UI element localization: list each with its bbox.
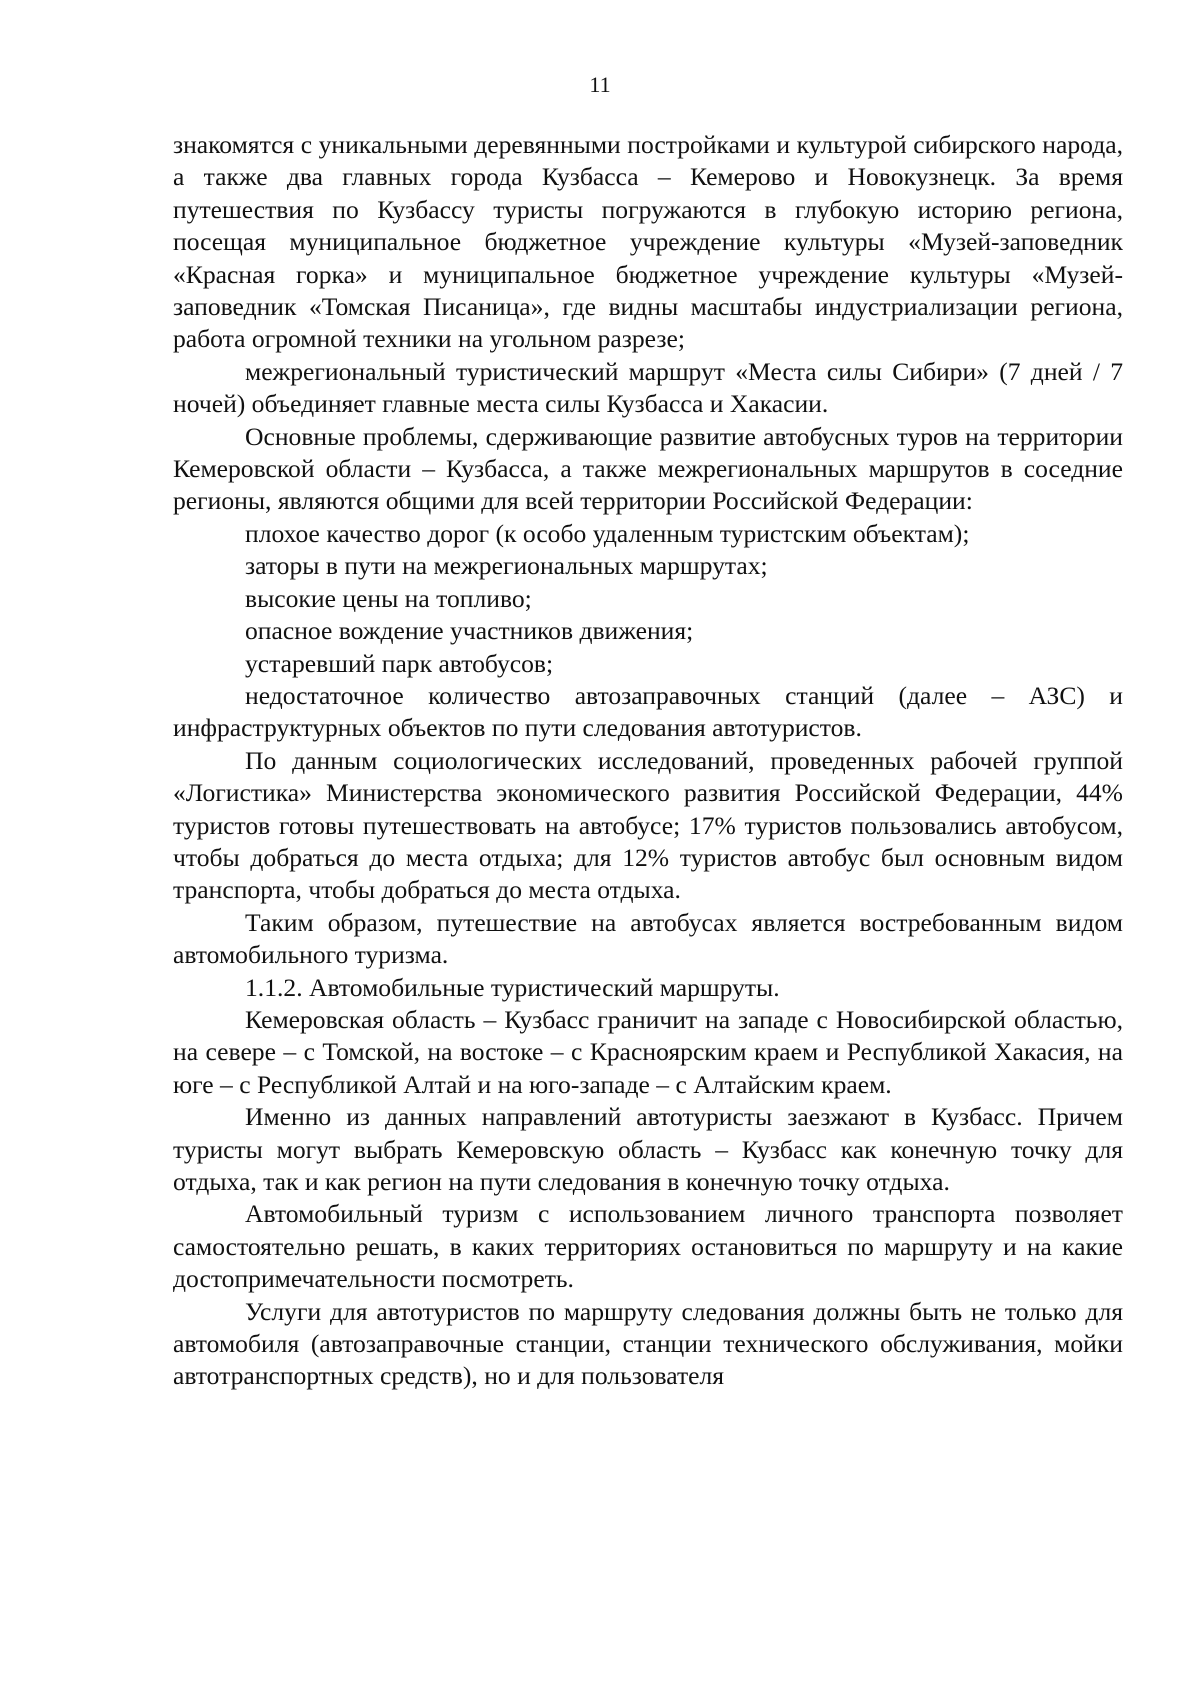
paragraph: По данным социологических исследований, проведенных рабочей группой «Логистика» Министерства экономического развития Российской Федерации, 44% туристов готовы путешествовать на автобусе; 17% туристов пользовались автобусом, чтобы добраться до места отдыха; для 12% туристов автобус был основным видом транспорта, чтобы добраться до места отдыха. bbox=[173, 745, 1123, 905]
page-number: 11 bbox=[589, 72, 611, 97]
list-item: плохое качество дорог (к особо удаленным туристским объектам); bbox=[245, 518, 970, 548]
list-item: устаревший парк автобусов; bbox=[245, 648, 554, 678]
document-body bbox=[173, 129, 1123, 1393]
paragraph: Услуги для автотуристов по маршруту следования должны быть не только для автомобиля (автозаправочные станции, станции технического обслуживания, мойки автотранспортных средств), но и для пользователя bbox=[173, 1296, 1123, 1391]
section-heading: 1.1.2. Автомобильные туристический маршруты. bbox=[245, 972, 780, 1002]
paragraph: Автомобильный туризм с использованием личного транспорта позволяет самостоятельно решать, в каких территориях остановиться по маршруту и на какие достопримечательности посмотреть. bbox=[173, 1199, 1123, 1294]
paragraph: межрегиональный туристический маршрут «Места силы Сибири» (7 дней / 7 ночей) объединяет главные места силы Кузбасса и Хакасии. bbox=[173, 356, 1123, 419]
list-item: недостаточное количество автозаправочных станций (далее – АЗС) и инфраструктурных объектов по пути следования автотуристов. bbox=[173, 680, 1123, 743]
paragraph: Основные проблемы, сдерживающие развитие автобусных туров на территории Кемеровской области – Кузбасса, а также межрегиональных маршрутов в соседние регионы, являются общими для всей территории Российской Федерации: bbox=[173, 421, 1123, 516]
list-item: опасное вождение участников движения; bbox=[245, 616, 694, 646]
paragraph: знакомятся с уникальными деревянными постройками и культурой сибирского народа, а также два главных города Кузбасса – Кемерово и Новокузнецк. За время путешествия по Кузбассу туристы погружаются в глубокую историю региона, посещая муниципальное бюджетное учреждение культуры «Музей-заповедник «Красная горка» и муниципальное бюджетное учреждение культуры «Музей-заповедник «Томская Писаница», где видны масштабы индустриализации региона, работа огромной техники на угольном разрезе; bbox=[173, 130, 1123, 354]
paragraph: Именно из данных направлений автотуристы заезжают в Кузбасс. Причем туристы могут выбрать Кемеровскую область – Кузбасс как конечную точку для отдыха, так и как регион на пути следования в конечную точку отдыха. bbox=[173, 1102, 1123, 1196]
list-item: заторы в пути на межрегиональных маршрутах; bbox=[245, 551, 768, 581]
paragraph: Таким образом, путешествие на автобусах является востребованным видом автомобильного туризма. bbox=[173, 907, 1123, 970]
paragraph: Кемеровская область – Кузбасс граничит на западе с Новосибирской областью, на севере – с Томской, на востоке – с Красноярским краем и Республикой Хакасия, на юге – с Республикой Алтай и на юго-западе – с Алтайским краем. bbox=[173, 1004, 1123, 1099]
list-item: высокие цены на топливо; bbox=[245, 583, 532, 613]
